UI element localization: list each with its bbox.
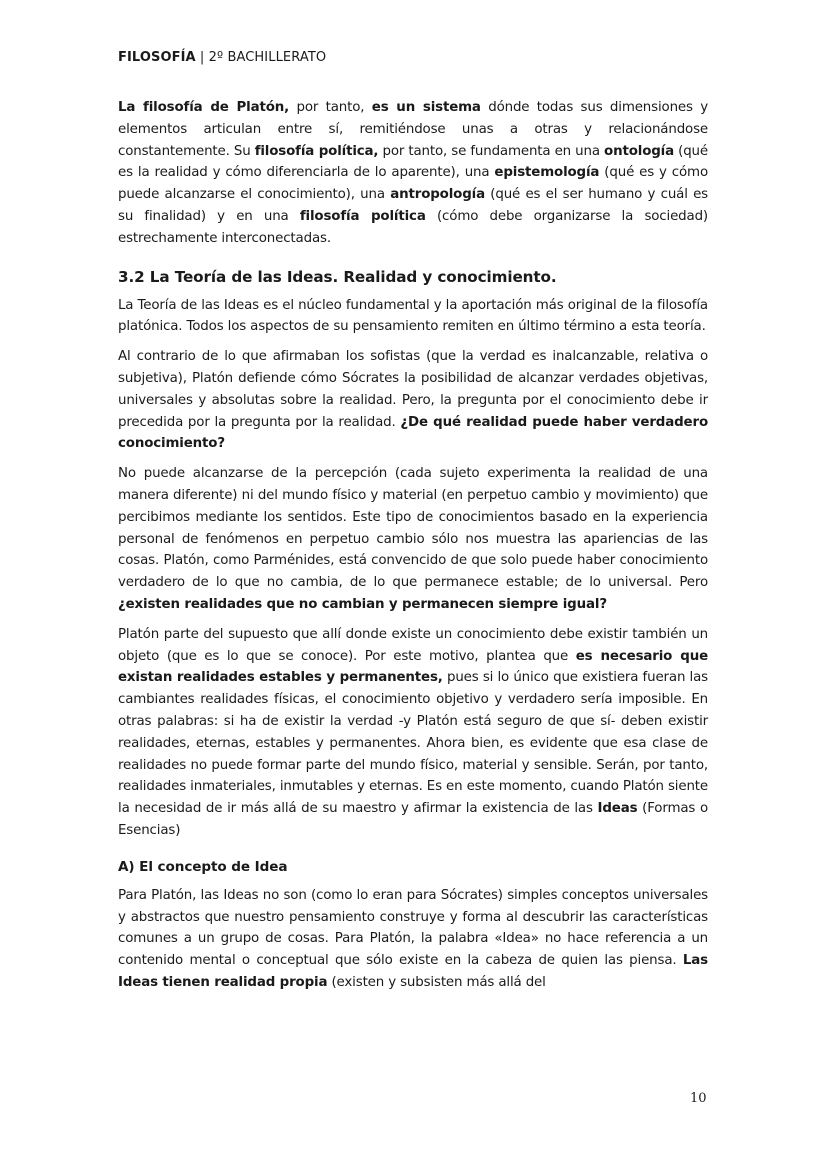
- intro-paragraph: [118, 97, 708, 250]
- bold-span: epistemología: [494, 165, 600, 181]
- paragraph-4: [118, 624, 708, 842]
- text-span: (qué es la realidad y cómo diferenciarla de lo aparente), una: [118, 143, 708, 181]
- section-heading: 3.2 La Teoría de las Ideas. Realidad y conocimiento.: [118, 267, 557, 286]
- bold-span: es un sistema: [371, 100, 481, 115]
- text-span: por tanto,: [289, 100, 372, 115]
- text-span: (qué es el ser humano y cuál es su finalidad) y en una: [118, 187, 709, 224]
- running-header: [118, 50, 326, 65]
- text-span: (qué es y cómo puede alcanzarse el conocimiento), una: [118, 165, 708, 203]
- bold-span: filosofía política,: [254, 143, 379, 159]
- text-span: No puede alcanzarse de la percepción (cada sujeto experimenta la realidad de una manera diferente) ni del mundo físico y material (en perpetuo cambio y movimiento) que percibimos mediante los sentidos. Este tipo de conocimientos basado en la experiencia personal de fenómenos en perpetuo cambio sólo nos muestra las apariencias de las cosas. Platón, como Parménides, está convencido de que solo puede haber conocimiento verdadero de lo que no cambia, de lo que permanece estable; de lo universal. Pero: [118, 466, 708, 591]
- bold-span: antropología: [390, 187, 485, 203]
- bold-span: Ideas: [597, 801, 638, 817]
- paragraph-5: [118, 885, 708, 994]
- text-span: Platón parte del supuesto que allí donde existe un conocimiento debe existir también un objeto (que es lo que se conoce). Por este motivo, plantea que: [118, 626, 708, 664]
- bold-span: ¿existen realidades que no cambian y permanecen siempre igual?: [118, 596, 607, 612]
- text-span: Para Platón, las Ideas no son (como lo eran para Sócrates) simples conceptos universales y abstractos que nuestro pensamiento construye y forma al descubrir las características comunes a un grupo de cosas. Para Platón, la palabra «Idea» no hace referencia a un contenido mental o conceptual que sólo existe en la cabeza de quien las piensa.: [118, 887, 708, 969]
- text-span: pues si lo único que existiera fueran las cambiantes realidades físicas, el conocimiento objetivo y verdadero sería imposible. En otras palabras: si ha de existir la verdad -y Platón está seguro de que sí- deben existir realidades, eternas, estables y permanentes. Ahora bien, es evidente que esa clase de realidades no puede formar parte del mundo físico, material y sensible. Serán, por tanto, realidades inmateriales, inmutables y eternas. Es en este momento, cuando Platón siente la necesidad de ir más allá de su maestro y afirmar la existencia de las: [118, 670, 709, 817]
- subheading: A) El concepto de Idea: [118, 858, 288, 875]
- text-span: (existen y subsisten más allá del: [327, 974, 546, 990]
- page-body: [118, 97, 708, 1002]
- text-span: (cómo debe organizarse la sociedad) estrechamente interconectadas.: [118, 208, 709, 246]
- header-subject: FILOSOFÍA: [118, 50, 196, 65]
- paragraph-2: [118, 346, 708, 455]
- bold-span: Las Ideas tienen realidad propia: [118, 953, 708, 990]
- bold-span: es necesario que existan realidades estables y permanentes,: [118, 648, 709, 686]
- paragraph-1: La Teoría de las Ideas es el núcleo fundamental y la aportación más original de la filosofía platónica. Todos los aspectos de su pensamiento remiten en último término a esta teoría.: [118, 297, 708, 335]
- header-separator: |: [195, 50, 209, 65]
- header-course: 2º BACHILLERATO: [208, 50, 327, 65]
- bold-span: La filosofía de Platón,: [118, 100, 290, 115]
- paragraph-3: [118, 463, 708, 616]
- text-span: por tanto, se fundamenta en una: [378, 143, 605, 159]
- page-number: 10: [690, 1091, 707, 1106]
- bold-span: ontología: [604, 143, 674, 159]
- text-span: dónde todas sus dimensiones y elementos articulan entre sí, remitiéndose unas a otras y relacionándose constantemente. Su: [118, 100, 708, 159]
- text-span: Al contrario de lo que afirmaban los sofistas (que la verdad es inalcanzable, relativa o subjetiva), Platón defiende cómo Sócrates la posibilidad de alcanzar verdades objetivas, universales y absolutas sobre la realidad. Pero, la pregunta por el conocimiento debe ir precedida por la pregunta por la realidad.: [118, 349, 708, 430]
- bold-span: ¿De qué realidad puede haber verdadero conocimiento?: [118, 414, 708, 452]
- text-span: (Formas o Esencias): [118, 801, 708, 838]
- bold-span: filosofía política: [299, 208, 426, 224]
